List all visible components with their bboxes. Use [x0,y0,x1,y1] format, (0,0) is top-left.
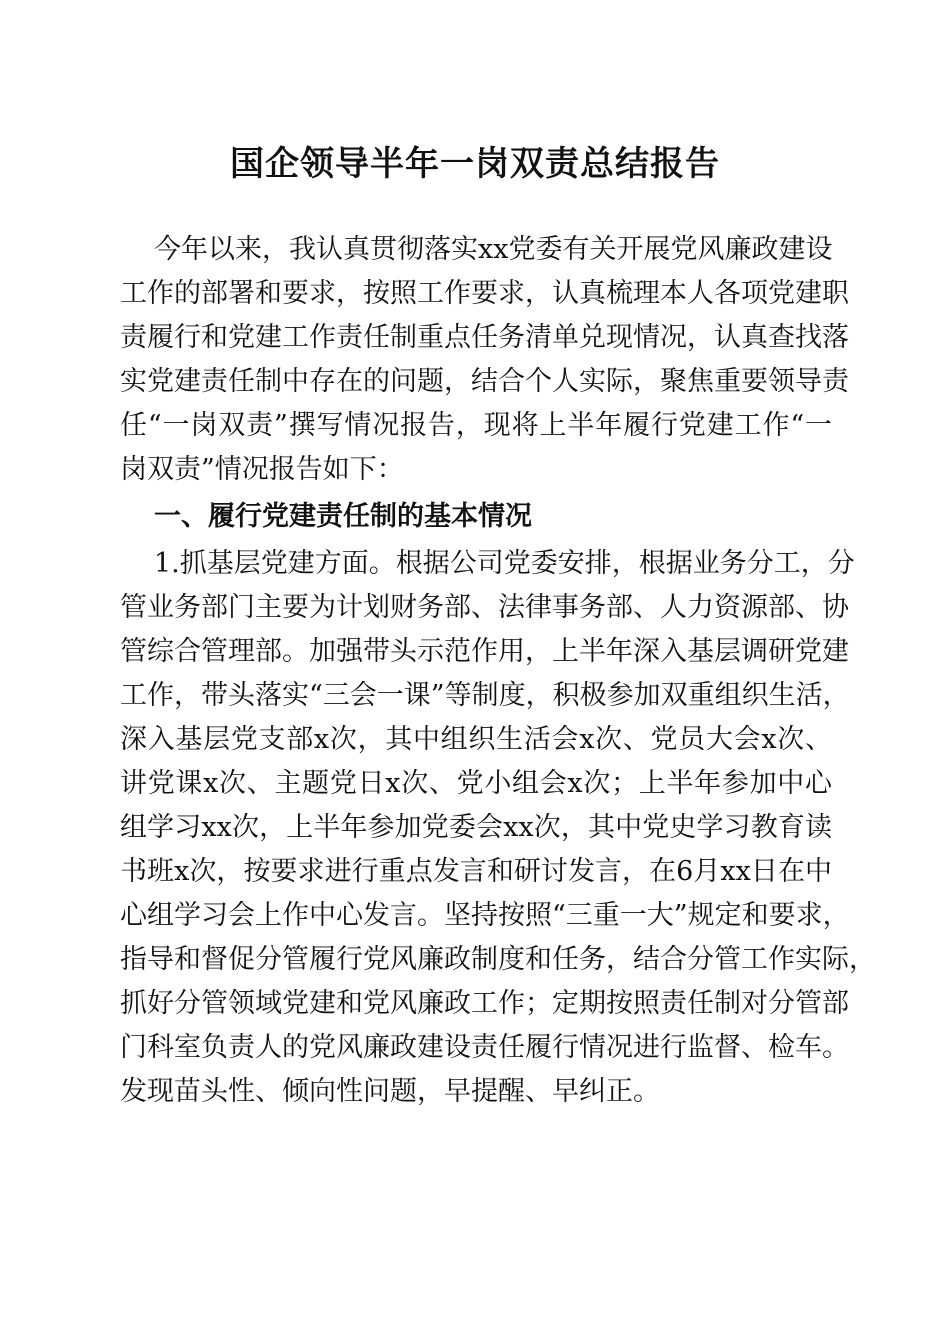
text-line: 岗双责”情况报告如下： [120,454,404,485]
text-line: 心组学习会上作中心发言。坚持按照“三重一大”规定和要求， [120,900,850,931]
text-line: 责履行和党建工作责任制重点任务清单兑现情况，认真查找落 [120,322,849,353]
text-line: 管综合管理部。加强带头示范作用，上半年深入基层调研党建 [120,636,849,667]
section-heading: 一、履行党建责任制的基本情况 [154,501,532,532]
text-line: 实党建责任制中存在的问题，结合个人实际，聚焦重要领导责 [120,366,849,397]
text-line: 1.抓基层党建方面。根据公司党委安排，根据业务分工，分 [154,548,855,579]
text-line: 深入基层党支部x次，其中组织生活会x次、党员大会x次、 [120,724,832,755]
text-line: 今年以来，我认真贯彻落实xx党委有关开展党风廉政建设 [154,234,833,265]
document-title: 国企领导半年一岗双责总结报告 [230,144,720,184]
text-line: 书班x次，按要求进行重点发言和研讨发言，在6月xx日在中 [120,856,832,887]
text-line: 工作的部署和要求，按照工作要求，认真梳理本人各项党建职 [120,278,849,309]
paragraph [120,228,849,492]
text-line: 讲党课x次、主题党日x次、党小组会x次；上半年参加中心 [120,768,832,799]
text-line: 组学习xx次，上半年参加党委会xx次，其中党史学习教育读 [120,812,832,843]
text-line: 门科室负责人的党风廉政建设责任履行情况进行监督、检车。 [120,1032,849,1063]
text-line: 发现苗头性、倾向性问题，早提醒、早纠正。 [120,1076,660,1107]
text-line: 任“一岗双责”撰写情况报告，现将上半年履行党建工作“一 [120,410,832,441]
document-body [120,228,876,1114]
text-line: 指导和督促分管履行党风廉政制度和任务，结合分管工作实际， [120,944,876,975]
text-line: 管业务部门主要为计划财务部、法律事务部、人力资源部、协 [120,592,849,623]
text-line: 抓好分管领域党建和党风廉政工作；定期按照责任制对分管部 [120,988,849,1019]
paragraph [120,542,876,1114]
text-line: 工作，带头落实“三会一课”等制度，积极参加双重组织生活， [120,680,850,711]
